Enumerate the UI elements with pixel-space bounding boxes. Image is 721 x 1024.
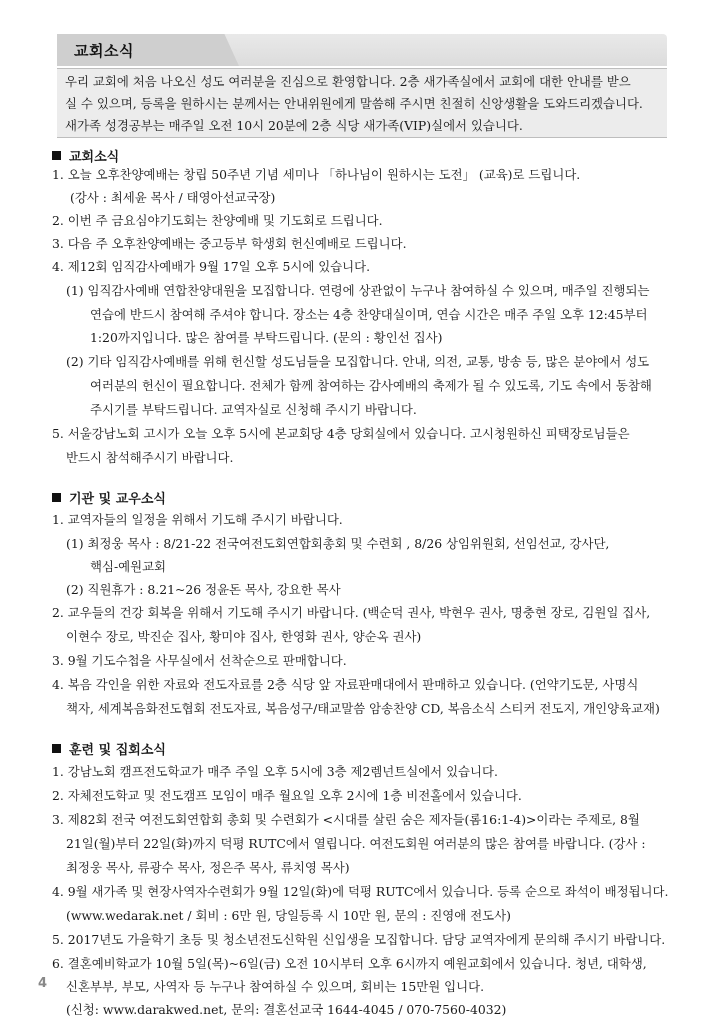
list-item: (www.wedarak.net / 회비 : 6만 원, 당일등록 시 10만 원, 문의 : 진영애 전도사) — [66, 908, 511, 923]
list-item: (1) 최정웅 목사 : 8/21-22 전국여전도회연합회총회 및 수련회 , 8/26 상임위원회, 선임선교, 강사단, — [66, 536, 610, 551]
list-item: (2) 기타 임직감사예배를 위해 헌신할 성도님들을 모집합니다. 안내, 의전, 교통, 방송 등, 많은 분야에서 성도 — [66, 354, 650, 369]
list-item: (신청: www.darakwed.net, 문의: 결혼선교국 1644-4045 / 070-7560-4032) — [66, 1002, 507, 1017]
section-heading-training-news: 훈련 및 집회소식 — [52, 739, 166, 758]
page-number: 4 — [38, 976, 48, 991]
list-item: 21일(월)부터 22일(화)까지 덕평 RUTC에서 열립니다. 여전도회원 여러분의 많은 참여를 바랍니다. (강사 : — [66, 836, 646, 851]
list-item: 5. 2017년도 가을학기 초등 및 청소년전도신학원 신입생을 모집합니다. 담당 교역자에게 문의해 주시기 바랍니다. — [52, 932, 666, 947]
list-item: 3. 제82회 전국 여전도회연합회 총회 및 수련회가 <시대를 살린 숨은 제자들(롬16:1-4)>이라는 주제로, 8월 — [52, 812, 640, 827]
list-item: 5. 서울강남노회 고시가 오늘 오후 5시에 본교회당 4층 당회실에서 있습니다. 고시청원하신 피택장로님들은 — [52, 426, 630, 441]
list-item: 2. 교우들의 건강 회복을 위해서 기도해 주시기 바랍니다. (백순덕 권사, 박현우 권사, 명충현 장로, 김원일 집사, — [52, 605, 651, 620]
list-item: 연습에 반드시 참여해 주셔야 합니다. 장소는 4층 찬양대실이며, 연습 시간은 매주 주일 오후 12:45부터 — [90, 307, 648, 322]
section-heading-church-news: 교회소식 — [52, 146, 119, 165]
welcome-line: 우리 교회에 처음 나오신 성도 여러분을 진심으로 환영합니다. 2층 새가족실에서 교회에 대한 안내를 받으 — [65, 74, 631, 89]
list-item: 4. 제12회 임직감사예배가 9월 17일 오후 5시에 있습니다. — [52, 259, 371, 274]
list-item: 2. 자체전도학교 및 전도캠프 모임이 매주 월요일 오후 2시에 1층 비전홀에서 있습니다. — [52, 788, 522, 803]
list-item: 책자, 세계복음화전도협회 전도자료, 복음성구/태교말씀 암송찬양 CD, 복음소식 스티커 전도지, 개인양육교재) — [66, 701, 660, 716]
list-item: 6. 결혼예비학교가 10월 5일(목)~6일(금) 오전 10시부터 오후 6시까지 예원교회에서 있습니다. 청년, 대학생, — [52, 956, 647, 971]
welcome-line: 실 수 있으며, 등록을 원하시는 분께서는 안내위원에게 말씀해 주시면 친절히 신앙생활을 도와드리겠습니다. — [65, 96, 643, 111]
list-item: 4. 복음 각인을 위한 자료와 전도자료를 2층 식당 앞 자료판매대에서 판매하고 있습니다. (언약기도문, 사명식 — [52, 677, 639, 692]
list-item: 반드시 참석해주시기 바랍니다. — [66, 450, 234, 465]
welcome-line: 새가족 성경공부는 매주일 오전 10시 20분에 2층 식당 새가족(VIP)실에서 있습니다. — [65, 118, 523, 133]
page-title: 교회소식 — [74, 42, 134, 60]
section-heading-members-news: 기관 및 교우소식 — [52, 488, 166, 507]
list-item: 3. 9월 기도수첩을 사무실에서 선착순으로 판매합니다. — [52, 653, 347, 668]
list-item: (2) 직원휴가 : 8.21~26 정윤돈 목사, 강요한 목사 — [66, 582, 341, 597]
list-item: 2. 이번 주 금요심야기도회는 찬양예배 및 기도회로 드립니다. — [52, 213, 383, 228]
list-item: 3. 다음 주 오후찬양예배는 중고등부 학생회 헌신예배로 드립니다. — [52, 236, 407, 251]
list-item: 이현수 장로, 박진순 집사, 황미야 집사, 한영화 권사, 양순옥 권사) — [66, 629, 422, 644]
list-item: (강사 : 최세윤 목사 / 태영아선교국장) — [70, 190, 276, 205]
list-item: 여러분의 헌신이 필요합니다. 전체가 함께 참여하는 감사예배의 축제가 될 수 있도록, 기도 속에서 동참해 — [90, 378, 652, 393]
list-item: 1. 오늘 오후찬양예배는 창립 50주년 기념 세미나 「하나님이 원하시는 도전」 (교육)로 드립니다. — [52, 167, 581, 182]
square-bullet-icon — [52, 151, 61, 160]
list-item: 4. 9월 새가족 및 현장사역자수련회가 9월 12일(화)에 덕평 RUTC에서 있습니다. 등록 순으로 좌석이 배정됩니다. — [52, 884, 669, 899]
list-item: (1) 임직감사예배 연합찬양대원을 모집합니다. 연령에 상관없이 누구나 참여하실 수 있으며, 매주일 진행되는 — [66, 283, 650, 298]
list-item: 핵심-예원교회 — [90, 559, 167, 574]
square-bullet-icon — [52, 493, 61, 502]
list-item: 주시기를 부탁드립니다. 교역자실로 신청해 주시기 바랍니다. — [90, 402, 417, 417]
welcome-box — [57, 68, 667, 138]
list-item: 신혼부부, 부모, 사역자 등 누구나 참여하실 수 있으며, 회비는 15만원 입니다. — [66, 979, 485, 994]
list-item: 최정웅 목사, 류광수 목사, 정은주 목사, 류치영 목사) — [66, 860, 350, 875]
list-item: 1. 강남노회 캠프전도학교가 매주 주일 오후 5시에 3층 제2렘넌트실에서 있습니다. — [52, 764, 498, 779]
list-item: 1. 교역자들의 일정을 위해서 기도해 주시기 바랍니다. — [52, 512, 343, 527]
list-item: 1:20까지입니다. 많은 참여를 부탁드립니다. (문의 : 황인선 집사) — [90, 330, 443, 345]
square-bullet-icon — [52, 744, 61, 753]
